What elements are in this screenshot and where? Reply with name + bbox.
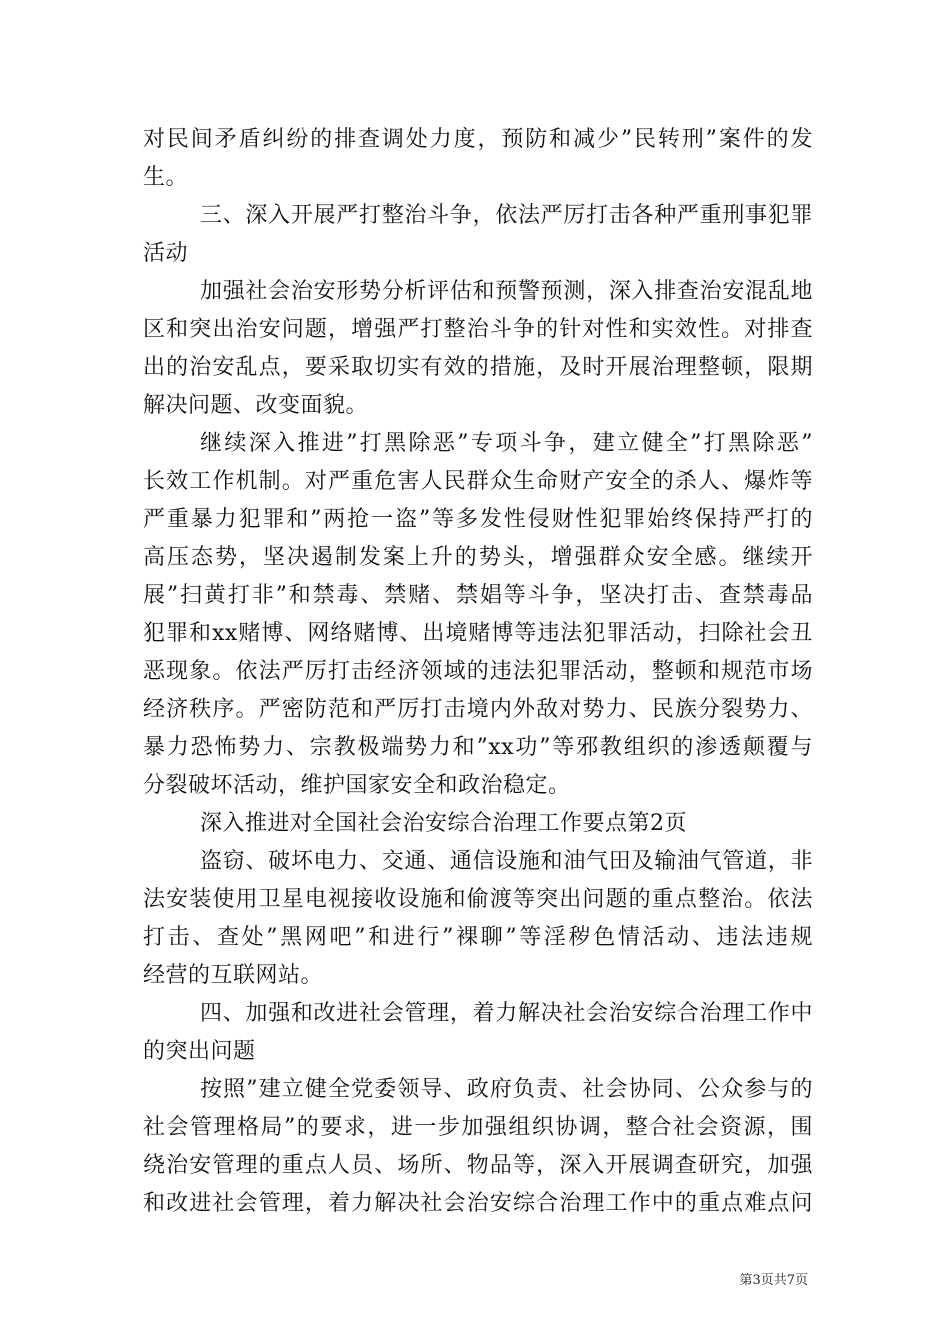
section-heading-3: 三、深入开展严打整治斗争，依法严厉打击各种严重刑事犯罪 <box>200 203 813 228</box>
body-line: 出的治安乱点，要采取切实有效的措施，及时开展治理整顿，限期 <box>143 355 813 380</box>
body-line: 法安装使用卫星电视接收设施和偷渡等突出问题的重点整治。依法 <box>143 887 813 912</box>
body-line: 加强社会治安形势分析评估和预警预测，深入排查治安混乱地 <box>200 279 813 304</box>
body-line: 犯罪和xx赌博、网络赌博、出境赌博等违法犯罪活动，扫除社会丑 <box>143 621 813 646</box>
body-line: 长效工作机制。对严重危害人民群众生命财产安全的杀人、爆炸等 <box>143 469 813 494</box>
body-line: 按照”建立健全党委领导、政府负责、社会协同、公众参与的 <box>200 1077 813 1102</box>
body-line: 社会管理格局”的要求，进一步加强组织协调，整合社会资源，围 <box>143 1115 813 1140</box>
body-line: 生。 <box>143 165 189 190</box>
section-heading-4: 四、加强和改进社会管理，着力解决社会治安综合治理工作中 <box>200 1001 813 1026</box>
body-line: 解决问题、改变面貌。 <box>143 393 369 418</box>
body-line: 对民间矛盾纠纷的排查调处力度，预防和减少”民转刑”案件的发 <box>143 127 813 152</box>
page-marker: 深入推进对全国社会治安综合治理工作要点第2页 <box>200 811 687 836</box>
body-line: 严重暴力犯罪和”两抢一盗”等多发性侵财性犯罪始终保持严打的 <box>143 507 813 532</box>
body-line: 区和突出治安问题，增强严打整治斗争的针对性和实效性。对排查 <box>143 317 813 342</box>
section-heading-4-cont: 的突出问题 <box>143 1039 256 1064</box>
body-line: 经济秩序。严密防范和严厉打击境内外敌对势力、民族分裂势力、 <box>143 697 813 722</box>
body-line: 展”扫黄打非”和禁毒、禁赌、禁娼等斗争，坚决打击、查禁毒品 <box>143 583 813 608</box>
body-line: 恶现象。依法严厉打击经济领域的违法犯罪活动，整顿和规范市场 <box>143 659 813 684</box>
body-line: 继续深入推进”打黑除恶”专项斗争，建立健全”打黑除恶” <box>200 431 813 456</box>
section-heading-3-cont: 活动 <box>143 241 189 266</box>
body-line: 绕治安管理的重点人员、场所、物品等，深入开展调查研究，加强 <box>143 1153 813 1178</box>
body-line: 打击、查处”黑网吧”和进行”裸聊”等淫秽色情活动、违法违规 <box>143 925 813 950</box>
body-line: 暴力恐怖势力、宗教极端势力和”xx功”等邪教组织的渗透颠覆与 <box>143 735 813 760</box>
body-line: 分裂破坏活动，维护国家安全和政治稳定。 <box>143 773 571 798</box>
body-line: 经营的互联网站。 <box>143 963 324 988</box>
body-line: 高压态势，坚决遏制发案上升的势头，增强群众安全感。继续开 <box>143 545 813 570</box>
body-line: 和改进社会管理，着力解决社会治安综合治理工作中的重点难点问 <box>143 1191 813 1216</box>
body-line: 盗窃、破坏电力、交通、通信设施和油气田及输油气管道，非 <box>200 849 813 874</box>
page-number: 第3页共7页 <box>739 1273 808 1288</box>
